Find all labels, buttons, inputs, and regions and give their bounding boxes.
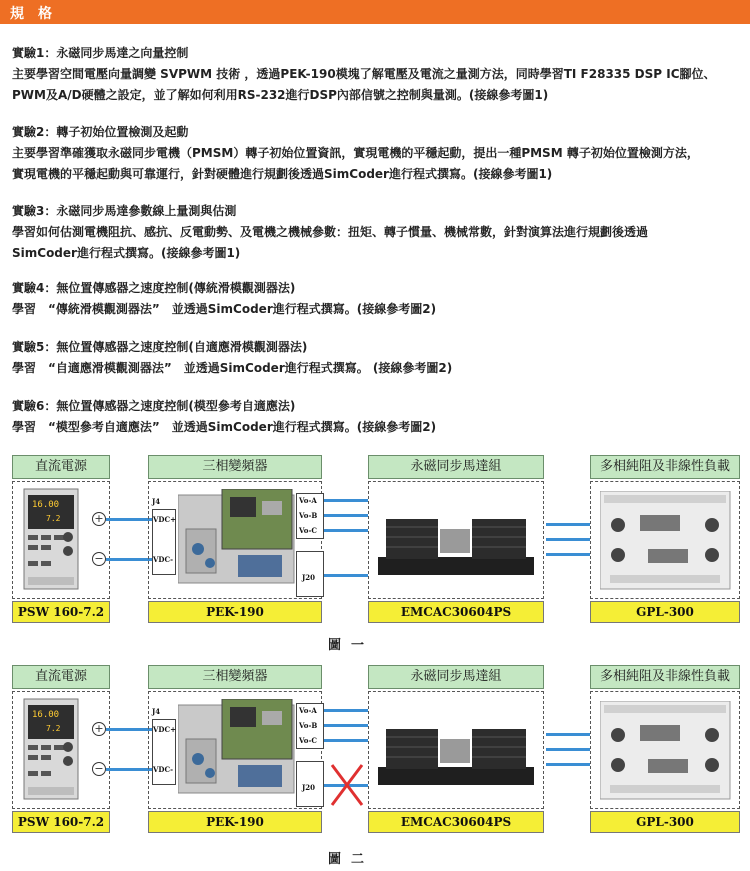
experiment-block xyxy=(12,43,716,106)
encoder-wire xyxy=(324,574,368,577)
figure-caption: 圖二 xyxy=(328,852,375,867)
experiment-description-line: 學習如何估測電機阻抗、感抗、反電動勢、及電機之機械參數：扭矩、轉子慣量、機械常數，針對演算法進行規劃後透過 xyxy=(12,225,649,239)
experiment-block xyxy=(12,122,699,185)
vo-c-label: Vo-C xyxy=(299,736,317,745)
vo-b-label: Vo-B xyxy=(299,721,318,730)
experiment-description-line: 主要學習空間電壓向量調變 SVPWM 技術 ，透過PEK-190模塊了解電壓及電流之量測方法，同時學習TI F28335 DSP IC腳位、 xyxy=(12,67,716,81)
vdc-plus-label: VDC+ xyxy=(153,725,176,734)
phase-c-wire xyxy=(324,529,368,532)
j4-label: J4 xyxy=(152,497,161,506)
load-wire-c xyxy=(546,763,590,766)
j20-label: J20 xyxy=(302,783,316,792)
experiment-title: 實驗1：永磁同步馬達之向量控制 xyxy=(12,46,189,60)
phase-a-wire xyxy=(324,499,368,502)
psu-image xyxy=(22,697,82,801)
experiment-description-line: 學習 “模型參考自適應法” 並透過SimCoder進行程式撰寫。(接線參考圖2) xyxy=(12,420,437,434)
inverter-title: 三相變頻器 xyxy=(148,455,322,479)
dc-source-title: 直流電源 xyxy=(12,455,110,479)
j4-label: J4 xyxy=(152,707,161,716)
load-wire-b xyxy=(546,538,590,541)
experiment-block xyxy=(12,396,436,438)
phase-a-wire xyxy=(324,709,368,712)
experiment-description-line: 學習 “自適應滑模觀測器法” 並透過SimCoder進行程式撰寫。 (接線參考圖2) xyxy=(12,361,453,375)
motor-title: 永磁同步馬達組 xyxy=(368,455,544,479)
wiring-diagram xyxy=(12,665,740,835)
vdc-minus-label: VDC- xyxy=(153,765,173,774)
vo-c-label: Vo-C xyxy=(299,526,317,535)
spec-header-title: 規格 xyxy=(10,6,66,22)
vdc-minus-wire xyxy=(106,768,152,771)
load-unit-image xyxy=(600,491,732,591)
dc-source-title: 直流電源 xyxy=(12,665,110,689)
phase-b-wire xyxy=(324,514,368,517)
vdc-plus-wire xyxy=(106,728,152,731)
experiment-title: 實驗3：永磁同步馬達參數線上量測與估測 xyxy=(12,204,237,218)
experiment-block xyxy=(12,201,648,264)
experiment-description-line: 學習 “傳統滑模觀測器法” 並透過SimCoder進行程式撰寫。(接線參考圖2) xyxy=(12,302,437,316)
experiment-block xyxy=(12,337,452,379)
j20-label: J20 xyxy=(302,573,316,582)
inverter-title: 三相變頻器 xyxy=(148,665,322,689)
motor-set-image xyxy=(378,513,534,581)
load-wire-a xyxy=(546,733,590,736)
experiment-block xyxy=(12,278,436,320)
load-label: GPL-300 xyxy=(590,601,740,623)
experiment-description-line: 主要學習準確獲取永磁同步電機（PMSM）轉子初始位置資訊，實現電機的平穩起動，提出一種PMSM 轉子初始位置檢測方法， xyxy=(12,146,699,160)
phase-b-wire xyxy=(324,724,368,727)
plus-terminal: + xyxy=(92,722,106,736)
vdc-minus-label: VDC- xyxy=(153,555,173,564)
psu-voltage: 16.00 xyxy=(32,500,60,510)
experiment-description-line: PWM及A/D硬體之設定，並了解如何利用RS-232進行DSP內部信號之控制與量測。(接線參考圖1) xyxy=(12,88,549,102)
wiring-diagram xyxy=(12,455,740,625)
vo-b-label: Vo-B xyxy=(299,511,318,520)
dc-source-label: PSW 160-7.2 xyxy=(12,601,110,623)
phase-c-wire xyxy=(324,739,368,742)
motor-set-image xyxy=(378,723,534,791)
load-wire-a xyxy=(546,523,590,526)
inverter-board-image xyxy=(178,489,296,589)
psu-image xyxy=(22,487,82,591)
vo-a-label: Vo-A xyxy=(299,496,317,505)
psu-current: 7.2 xyxy=(46,724,61,733)
experiment-description-line: SimCoder進行程式撰寫。(接線參考圖1) xyxy=(12,246,241,260)
motor-label: EMCAC30604PS xyxy=(368,601,544,623)
spec-header-bar xyxy=(0,0,750,24)
experiment-title: 實驗2：轉子初始位置檢測及起動 xyxy=(12,125,189,139)
inverter-label: PEK-190 xyxy=(148,811,322,833)
dc-source-label: PSW 160-7.2 xyxy=(12,811,110,833)
inverter-label: PEK-190 xyxy=(148,601,322,623)
load-label: GPL-300 xyxy=(590,811,740,833)
psu-current: 7.2 xyxy=(46,514,61,523)
psu-voltage: 16.00 xyxy=(32,710,60,720)
figure-caption: 圖一 xyxy=(328,638,375,653)
load-unit-image xyxy=(600,701,732,801)
experiment-title: 實驗5：無位置傳感器之速度控制(自適應滑模觀測器法) xyxy=(12,340,308,354)
vo-a-label: Vo-A xyxy=(299,706,317,715)
inverter-board-image xyxy=(178,699,296,799)
load-title: 多相純阻及非線性負載 xyxy=(590,455,740,479)
load-wire-c xyxy=(546,553,590,556)
minus-terminal: − xyxy=(92,552,106,566)
load-title: 多相純阻及非線性負載 xyxy=(590,665,740,689)
experiment-description-line: 實現電機的平穩起動與可靠運行，針對硬體進行規劃後透過SimCoder進行程式撰寫。(接線參考圖1) xyxy=(12,167,553,181)
vdc-minus-wire xyxy=(106,558,152,561)
plus-terminal: + xyxy=(92,512,106,526)
motor-label: EMCAC30604PS xyxy=(368,811,544,833)
load-wire-b xyxy=(546,748,590,751)
experiment-title: 實驗6：無位置傳感器之速度控制(模型參考自適應法) xyxy=(12,399,296,413)
vdc-plus-wire xyxy=(106,518,152,521)
minus-terminal: − xyxy=(92,762,106,776)
experiment-title: 實驗4：無位置傳感器之速度控制(傳統滑模觀測器法) xyxy=(12,281,296,295)
vdc-plus-label: VDC+ xyxy=(153,515,176,524)
disconnected-cross-icon xyxy=(330,763,364,807)
motor-title: 永磁同步馬達組 xyxy=(368,665,544,689)
